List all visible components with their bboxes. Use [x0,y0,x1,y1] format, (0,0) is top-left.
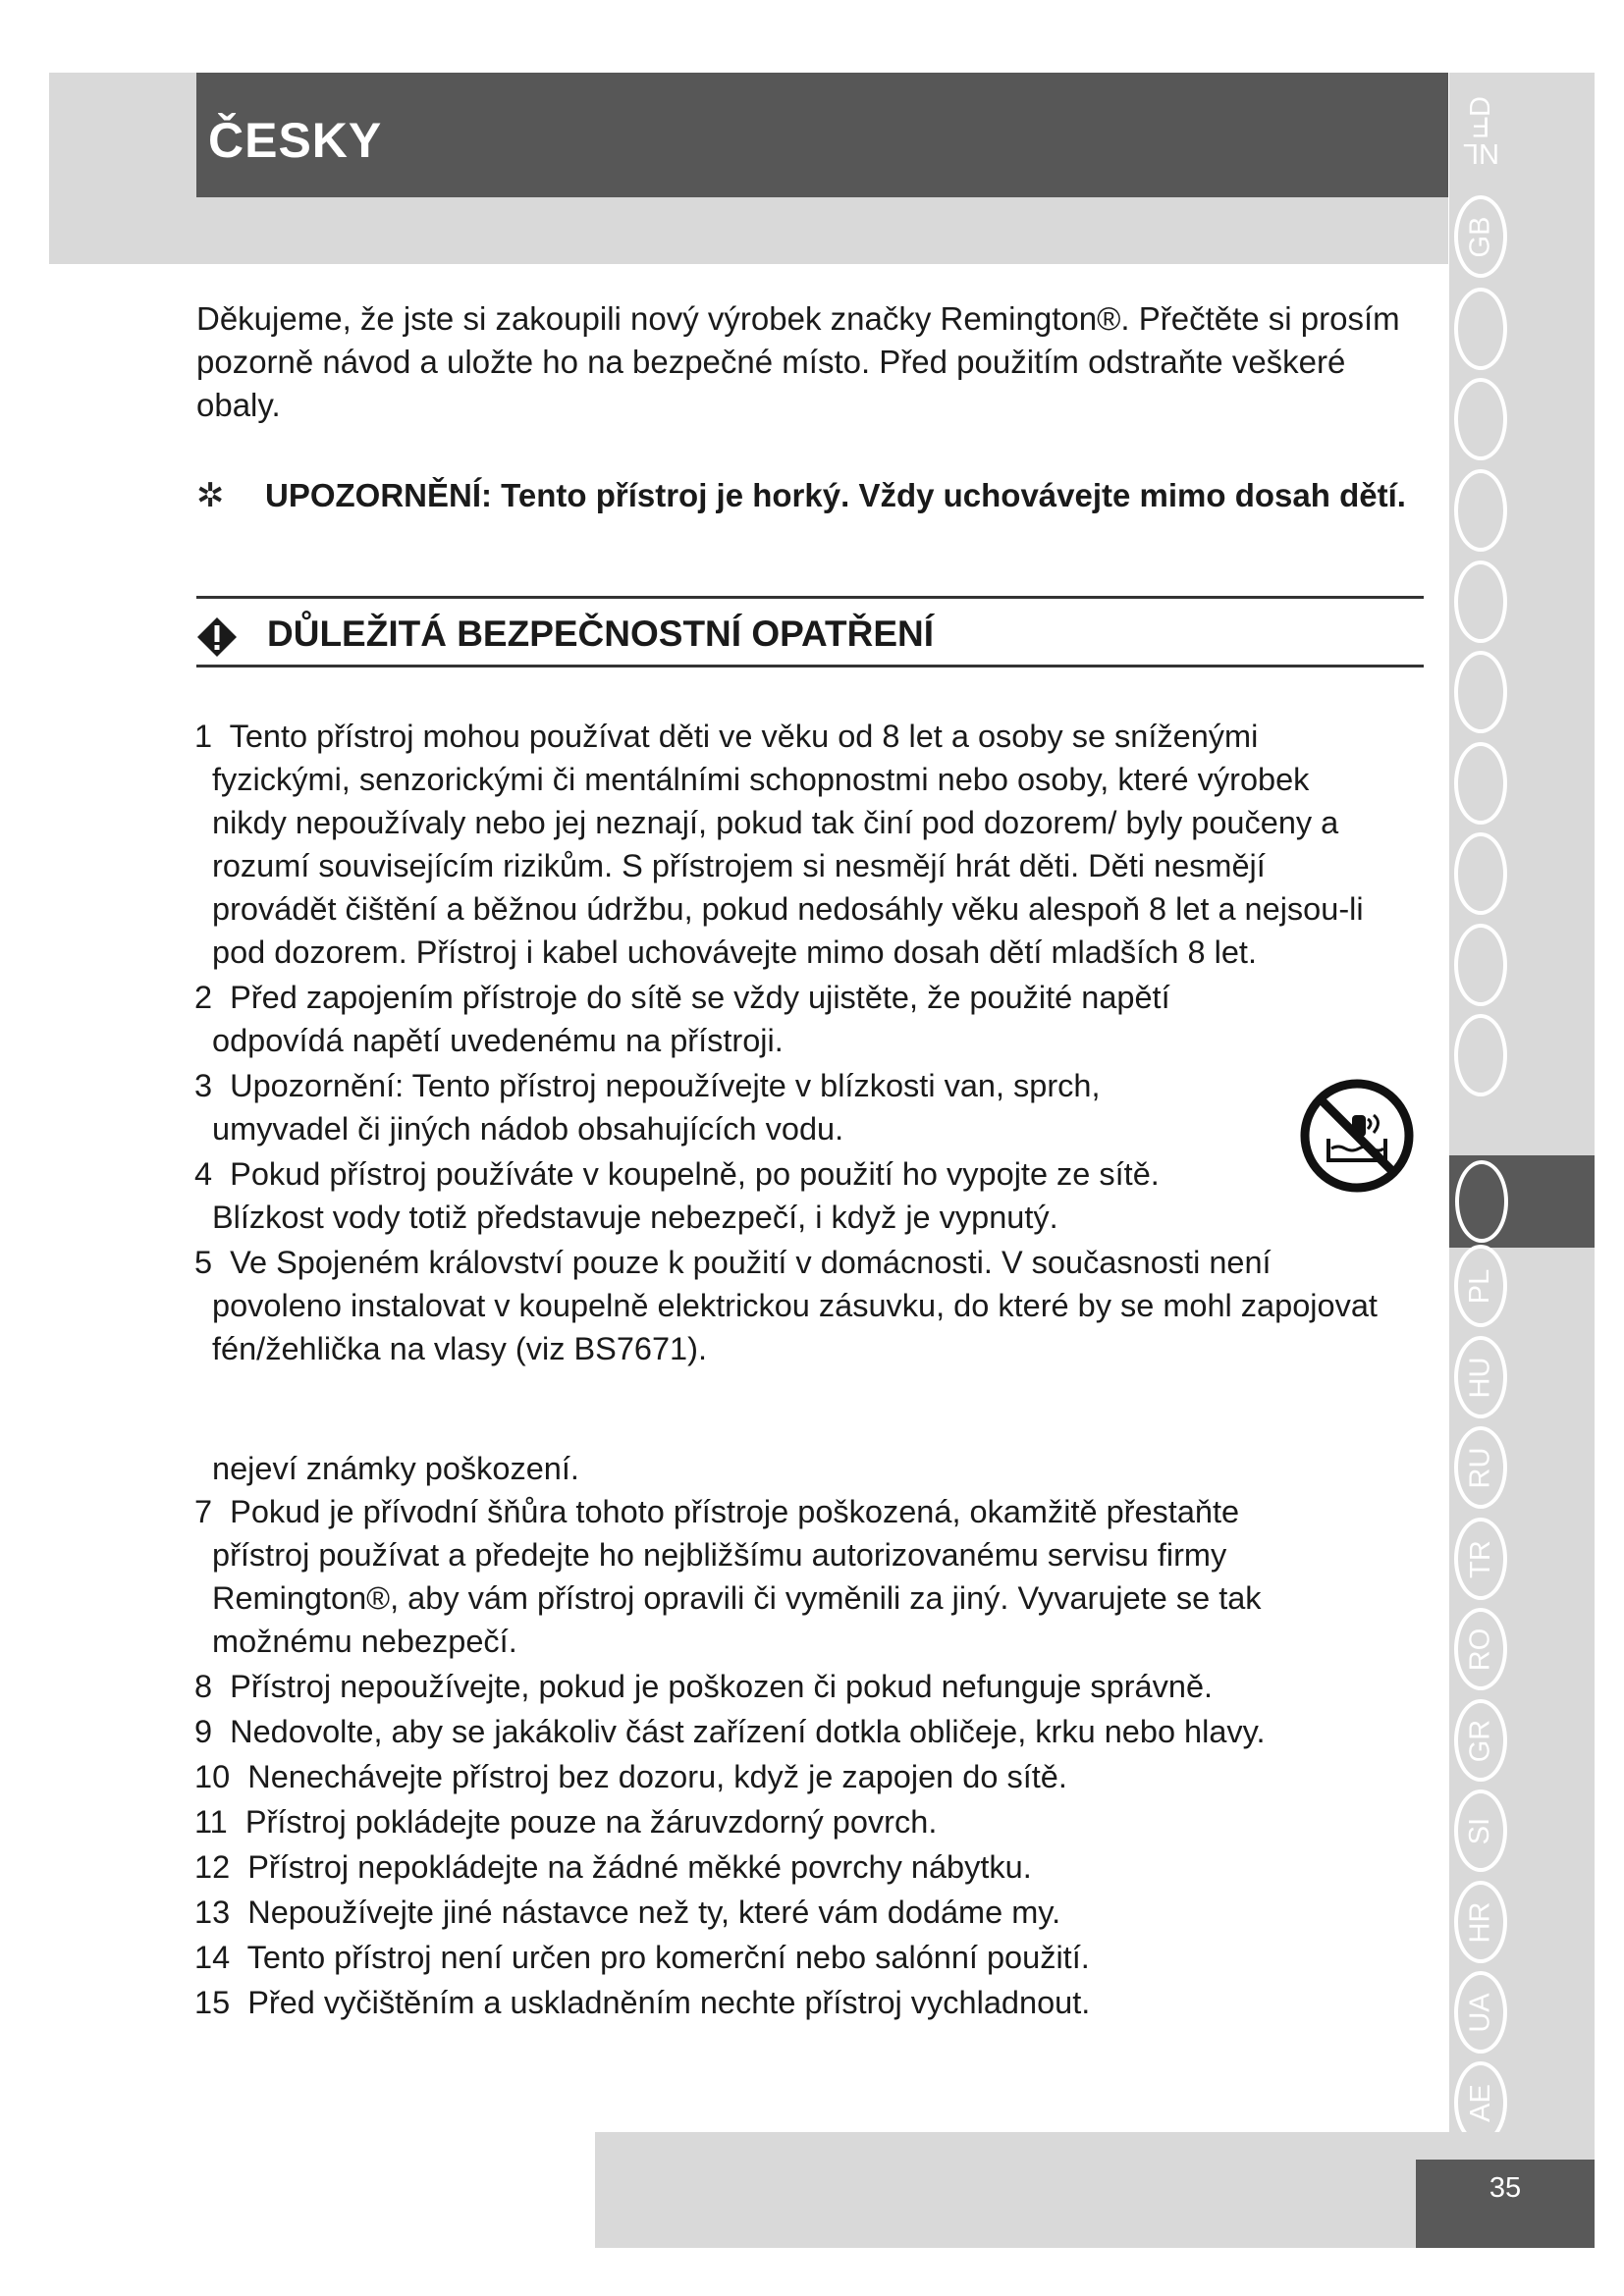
language-tab-nl-f[interactable]: NLF [1462,109,1499,169]
list-item: 1 Tento přístroj mohou používat děti ve věku od 8 let a osoby se sníženými fyzickými, senzorickými či mentálními schopnostmi nebo osoby, které výrobek nikdy nepoužívaly nebo jej neznají, pokud tak činí pod dozorem/ byly poučeny a rozumí souvisejícím rizikům. S přístrojem si nesmějí hrát děti. Děti nesmějí provádět čištění a běžnou údržbu, pokud nedosáhly věku alespoň 8 let a nejsou-li pod dozorem. Přístroj i kabel uchovávejte mimo dosah dětí mladších 8 let. [194,719,1364,970]
list-item: 9 Nedovolte, aby se jakákoliv část zařízení dotkla obličeje, krku nebo hlavy. [194,1714,1266,1749]
language-tab-i[interactable] [1454,378,1507,460]
header-bar [196,73,1448,197]
safety-list [194,715,1378,1372]
heat-warning-icon: ✲ [196,477,225,514]
language-tab-si-label: SI [1464,1817,1496,1844]
language-tab-fin[interactable] [1454,742,1507,825]
exclamation-diamond-icon [196,616,238,658]
intro-paragraph: Děkujeme, že jste si zakoupili nový výrobek značky Remington®. Přečtěte si prosím pozorně návod a uložte ho na bezpečné místo. Před použitím odstraňte veškeré obaly. [196,300,1400,423]
section-title: DŮLEŽITÁ BEZPEČNOSTNÍ OPATŘENÍ [267,614,935,654]
list-item: 3 Upozornění: Tento přístroj nepoužívejte v blízkosti van, sprch, umyvadel či jiných nádob obsahujících vodu. [194,1068,1101,1147]
language-tab-sk[interactable] [1454,924,1507,1006]
language-tab-d[interactable]: D [1464,95,1496,117]
section-rule-bottom [196,665,1424,667]
orphan-line: nejeví známky poškození. [212,1451,579,1486]
language-tab-n[interactable] [1454,651,1507,733]
language-tab-hu-label: HU [1464,1357,1496,1398]
language-tab-e[interactable] [1454,288,1507,370]
hot-warning-text: UPOZORNĚNÍ: Tento přístroj je horký. Vždy uchovávejte mimo dosah dětí. [265,477,1406,513]
safety-list-continued [194,1490,1363,2026]
list-item: 12 Přístroj nepokládejte na žádné měkké povrchy nábytku. [194,1849,1032,1885]
language-tab-unlabeled[interactable] [1454,1014,1507,1096]
page-title: ČESKY [208,113,383,168]
list-item: 14 Tento přístroj není určen pro komerční nebo salónní použití. [194,1940,1090,1975]
list-item: 10 Nenechávejte přístroj bez dozoru, když je zapojen do sítě. [194,1759,1067,1794]
language-tab-pl-label: PL [1464,1268,1496,1304]
list-item: 13 Nepoužívejte jiné nástavce než ty, které vám dodáme my. [194,1895,1061,1930]
language-tab-ro-label: RO [1464,1628,1496,1671]
language-tab-ua-label: UA [1464,1992,1496,2033]
list-item: 8 Přístroj nepoužívejte, pokud je poškozen či pokud nefunguje správně. [194,1669,1214,1704]
language-tab-ru-label: RU [1464,1447,1496,1488]
list-item: 5 Ve Spojeném království pouze k použití v domácnosti. V současnosti není povoleno instalovat v koupelně elektrickou zásuvku, do které by se mohl zapojovat fén/žehlička na vlasy (viz BS7671). [194,1245,1378,1366]
language-tab-tr-label: TR [1464,1539,1496,1578]
list-item: 15 Před vyčištěním a uskladněním nechte přístroj vychladnout. [194,1985,1091,2020]
list-item: 7 Pokud je přívodní šňůra tohoto přístroje poškozená, okamžitě přestaňte přístroj používat a předejte ho nejbližšímu autorizovanému servisu firmy Remington®, aby vám přístroj opravili či vyměnili za jiný. Vyvarujete se tak možnému nebezpečí. [194,1494,1262,1659]
list-item: 4 Pokud přístroj používáte v koupelně, po použití ho vypojte ze sítě. Blízkost vody totiž představuje nebezpečí, i když je vypnutý. [194,1156,1160,1235]
language-tab-dk[interactable] [1454,469,1507,552]
language-tab-gr-label: GR [1464,1719,1496,1762]
language-tab-cz-active[interactable] [1455,1160,1508,1243]
language-tab-s[interactable] [1454,561,1507,643]
section-rule-top [196,596,1424,599]
language-tab-ae-label: AE [1464,2083,1496,2122]
list-item: 11 Přístroj pokládejte pouze na žáruvzdorný povrch. [194,1804,938,1840]
language-tab-p[interactable] [1454,832,1507,915]
list-item: 2 Před zapojením přístroje do sítě se vždy ujistěte, že použité napětí odpovídá napětí uvedenému na přístroji. [194,980,1170,1058]
page-number: 35 [1489,2172,1522,2204]
language-tab-gb-label: GB [1464,216,1496,257]
language-tab-hr-label: HR [1464,1901,1496,1943]
